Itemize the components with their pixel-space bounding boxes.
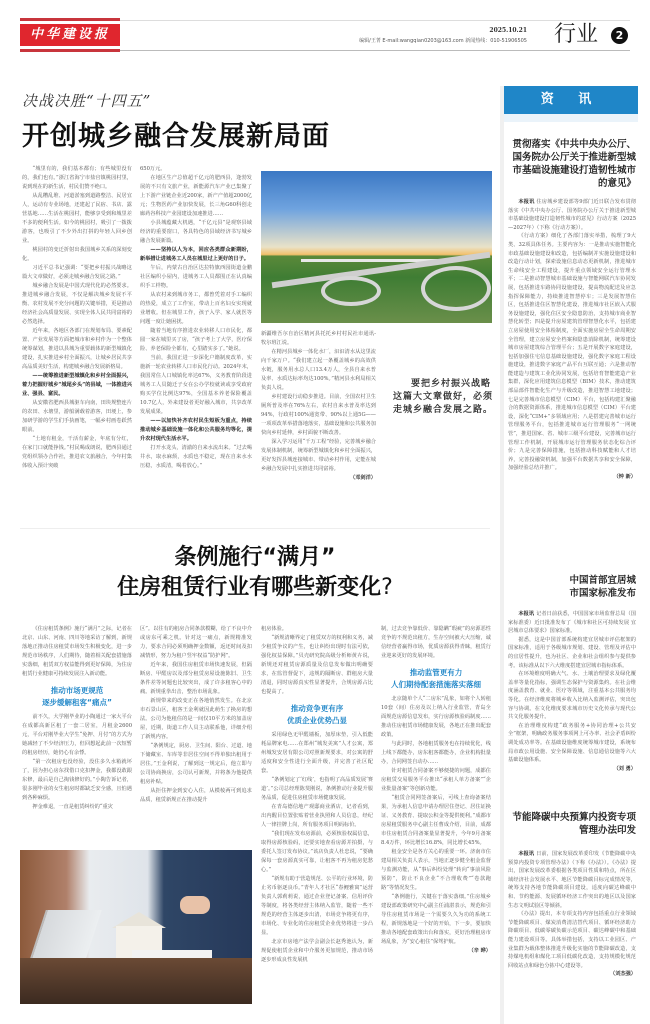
paragraph: “土地有租金，干活有薪金，年底有分红，在家门口就能挣钱。”村民喝成朗说，肥西县通过党组织领办合作社，推进农文旅融合，今年村集体收入预计突破 <box>22 436 132 469</box>
article2-headline-line1: 条例施行“满月” <box>174 545 336 570</box>
paragraph: 在精河县城乡一体化水厂，汩汩清水从这里流向千家万户。“我们建立起一条覆盖城乡的高效供水链，服务用水总人口13.4万人，全县自来水普及率、水质达标率均达100%。”精河县水利局相关负责人说。 <box>261 349 376 391</box>
paragraph: “条例规定，厨房、卫生间、阳台、过道、地下储藏室、车库等非居住空间不得单独出租用于居住。”王金利说，了解到这一规定后，他立即与公司协商换房，公司认可新规，并将条为他提供租房补贴。 <box>140 743 252 785</box>
news-byline: （钟 新） <box>613 474 636 480</box>
paragraph: 乡村建设行动稳步推进。目前，全国农村卫生厕所普及率在76%左右，农村自来水普及率达到94%，行政村100%通宽带、90%以上通5G——一项项改革举措落地落实，基础设施和公共服务加快向乡村延伸，乡村面貌不断改善。 <box>261 394 376 436</box>
paragraph: 午后，内蒙古自治区达拉特旗西园街道金鹏社区编织小屋内，进城务工人员都围正在认真编织手工样物。 <box>140 265 252 289</box>
section-title: 行业 <box>553 22 598 47</box>
paragraph: “城里有的，我们基本都有；有些城里没有的，我们也有。”浙江省海宁市盐官镇桃园村里，说到现在的新生活，村民们赞不绝口。 <box>22 166 132 190</box>
paragraph: 在地区生产总值超千亿元的肥西县，逢勃发展的不只有文旅产业，新能源汽车产业已集聚了上下游产业链企业近200家，新产产值超2000亿元；生物医药产业加快发展，长三角G60科创走廊药谷科技产业园建设加速推进…… <box>140 175 252 217</box>
news-paragraph: 在治理维度构建“政务服务+协同治理+公共安全”框架，明确政务服务事项网上可办率、社会矛盾纠纷调处成功率等。在基础设施维度统筹城市建设，系统布局市政公用设施、安全保障设施、信息通信设施等六大基础设施体系。 <box>508 722 636 764</box>
article2-column-2 <box>140 625 252 845</box>
news-paragraph-text: 住房城乡建设部等9部门近日联合发布贯彻落实《中共中央办公厅、国务院办公厅关于推进新型城市基础设施建设打造韧性城市的意见》行动方案（2025—2027年）（下称《行动方案》）。 <box>508 199 636 231</box>
article1-column-1 <box>22 165 132 523</box>
news-byline: （刘 勇） <box>613 765 636 772</box>
news-paragraph <box>508 198 636 232</box>
article2-headline-line2 <box>20 573 490 603</box>
editor-contact: 编辑/王菁 E-mail:wangqian0203@163.com 新闻热线：010-51906505 <box>359 38 527 44</box>
news-paragraph-text: 记者日前获悉，中国国家市场监督总局（国家标准委）近日批准发布了《城市和社区可持续发展 宜居城市总体要求》国家标准。 <box>508 611 636 635</box>
author-byline: （辛 晔） <box>468 948 491 954</box>
news-dateline: 本报讯 <box>518 851 537 857</box>
section-lead-paragraph: ——以加快补齐农村民生短板为重点，持续推动城乡基础设施一体化和公共服务均等化，提升农村现代生活水平。 <box>140 418 252 442</box>
continued-paragraph: 650万元。 <box>140 166 166 172</box>
paragraph: 从农村来到城市务工，都曾凭着对手工编织的热爱，成立了工作室，带动上百名妇女实现就业增收。但在城里工作，孩子入学、家人就医等问题一度让她困扰。 <box>140 292 252 325</box>
page-number-badge: 2 <box>611 27 628 44</box>
caption-text: 新疆维吾尔自治区精河县托托乡村村民社市通讯-牧尔班江说。 <box>261 331 376 346</box>
article2-column-1 <box>22 625 132 845</box>
paragraph: 小县城蕴藏大机遇，“千亿元县”是观察县域经济的重要窗口，各具特色的县域经济书写城乡融合发展新篇。 <box>140 220 252 244</box>
masthead-rule-bottom <box>120 50 630 51</box>
paragraph: “条例施行，关键在于落实落细。”住房城乡建设部政策研究中心副主任浦湛表示，规范和引导住房租赁市场是一个需要久久为功的系统工程，新规落地是一个好的开始，下一步，要加快推动各地配套政策出台和落实，更好治理租房市场乱象，为“安心租住”保驾护航。 <box>381 894 491 945</box>
article1-column-3 <box>261 348 376 523</box>
subheading: 推动监管更有力 人们期待配套措施落实落细 <box>391 668 481 689</box>
paragraph: 近年来，我国住房租赁市场快速发展，但隔断房、甲醛房以及部分租赁房屋设施陈旧、卫生条件差等问题也比较突出，成了许多租客心中的痛。新规重拳出击，整治市场乱象。 <box>140 662 252 695</box>
paragraph: 租金安全是各方关心的重要一环。济南市住建局相关负责人表示，当地正逐步健全租金监督与监测功能，从“事后纠纷处理”转向“事前风险预防”，防止不良企业“不合理收费”“卷款跑路”等情况发生。 <box>381 849 491 891</box>
news-title-3: 节能降碳中央预算内投资专项管理办法印发 <box>512 812 636 836</box>
masthead <box>20 18 630 52</box>
paragraph: 针对租赁合同备案不够便捷的问题，成都住房租赁交易服务平台推出“承租人单方备案”“企业批量备案”等创新功能。 <box>381 768 491 792</box>
news-title-2: 中国首部宜居城市国家标准发布 <box>569 575 636 599</box>
continued-paragraph: 区”。以往有的租房合同条款模糊，给了不良中介或房东可乘之机。针对这一痛点，新规精准发力，要求合同必须明确押金数额，返还时间及扣减情形，努力为租户竖牢权益“防护网”。 <box>140 626 252 659</box>
logo-text: 中华建设报 <box>20 24 120 46</box>
paragraph: 从安徽省肥西县城驱车向南，田块规整连片的农田、水塘里，游船满载着游客，田埂上，参加研学游的学生们手执画笔，一幅乡村画卷跃然眼前。 <box>22 400 132 433</box>
paragraph: 近年来，各地区各部门在规划布局、要素配置、产业发展等方面把城市和乡村作为一个整体统筹谋划，推进以县城为重要载体的新型城镇化建设，扎实推进乡村全面振兴，让城乡居民共享高品质美好生活，构建城乡融合发展新格局。 <box>22 328 132 370</box>
news-byline: （刘杰强） <box>610 971 636 978</box>
paragraph: “第一次租房也没经验，没住多久水箱就坏了，因为担心房东找借口克扣押金，我都没敢跟东修，最后是自己掏钱修好的。”小陶告诉记者，很多刚毕业的女生租房时都缺乏安全感，且怕遇到各种麻烦。 <box>22 759 132 801</box>
news-dateline: 本报讯 <box>518 199 537 205</box>
section-divider <box>20 528 490 529</box>
paragraph: 当前，我国正进一步深化户籍制度改革，实施新一轮农业转移人口市民化行动。2024年末，我国常住人口城镇化率达67%，义务教育阶段进城务工人员随迁子女在公办学校就读或享受政府购买学位比例达97%，全国基本养老保险覆盖10.7亿人，外来建设者更好融入城市，共享改革发展成果。 <box>140 355 252 415</box>
paragraph: 《住房租赁条例》施行“满月”之际，记者在北京、山东、河南、四川等地采访了解到，新规落地正推动住房租赁市场发生积极变化，进一步规范市场秩序，人们期待，随着相关配套措施落实落细，租赁双方权益能得到更好保障，为住房租赁行业健康可持续发展注入新动能。 <box>22 626 132 677</box>
paragraph: 习近平总书记强调：“要把乡村振兴战略这篇大文章做好，必须走城乡融合发展之路。” <box>22 265 132 280</box>
pull-quote: 要把乡村振兴战略这篇大文章做好，必须走城乡融合发展之路。 <box>393 379 494 415</box>
paragraph: 城乡融合发展是中国式现代化的必然要求。推进城乡融合发展，不仅是解决城乡发展不平衡、农村发展不充分问题的关键举措，更是推动经济社会高质量发展、实现全体人民共同富裕的必然选择。 <box>22 283 132 325</box>
article1-kicker: 决战决胜“十四五” <box>22 92 152 110</box>
sidebar-banner: 资 讯 <box>504 86 638 114</box>
section-lead-paragraph: ——统筹推进新型城镇化和乡村全面振兴，着力把握好城乡“城尾乡头”的县域，一体推进兴业、强县、富民。 <box>22 373 132 397</box>
paragraph: 北京市房地产法学会副会长赵秀池认为，新规促使租赁企业和中介服务更加规范，推动市场逐步形成良性发展机 <box>261 939 373 963</box>
photo-laptop <box>30 910 102 958</box>
continued-paragraph: 租房体验。 <box>261 626 287 632</box>
section-lead-paragraph: ——坚持以人为本，回应各类群众新期盼，新举措让进城务工人员在城里过上更好的日子。 <box>140 247 252 262</box>
photo-table <box>20 958 252 1004</box>
paragraph: 从拒住押金到安心入住，从模棱两可到追求品质，租赁新规正在推动提升 <box>140 788 252 803</box>
news-dateline: 本报讯 <box>518 611 537 617</box>
article2-column-4 <box>381 625 491 1017</box>
paragraph: “条例划定了‘红线’，也指明了高品质发展‘赛道’。”公司总经理陈斐刚说，条例推动行业提升服务品质，促进住房租赁市场健康发展。 <box>261 777 373 801</box>
paragraph: 深入学习运用“千万工程”经验，完善城乡融合发展体制机制，统筹新型城镇化和乡村全面振兴，更好发挥县城连接城市、带动乡村作用，定能在城乡融合发展中扎实推进共同富裕。 <box>261 439 376 472</box>
paragraph: 北京随单个人“二房东”乱象，如将个人转租10套（间）住房及以上纳入行业监管，青岛全面规范房源信息发布，实行房源核验码制度……推动住房租赁市场健康发展，各地正在推出配套政策。 <box>381 696 491 738</box>
article2-headline <box>20 543 490 603</box>
news-paragraph-text: 日前，国家发展改革委印发《节能降碳中央预算内投资专项管理办法》（下称《办法》）。《办法》提出，国家发展改革委根据各类项目性质和特点，所在区域经济社会发展水平、地区节能降碳目标完成情况等，统筹支持各地节能降碳项目建设，适度向碳达峰碳中和、节约能源、发展循环经济工作突出的地区以及国家生态文明试验区等倾斜。 <box>508 851 636 909</box>
paragraph: “我们现在发布房源前，必须核验权属信息，取得房源核验码，还要实地查看房源并拍摄，与委托人签订发布协议。”该店负责人杜忠说，“要确保每一套房源真实可靠，让租客不再为租房犯愁心。” <box>261 831 373 873</box>
paragraph: “新规有助于营造规范、公平的行业环境，防止劣币驱逐良币。”青年人才社区“春鲤雅寓”运营负责人郭莉莉说，通过企业登记备案、信用评价等制度，将各类经营主体纳入监管，随着一些不规范的经营主体逐步出清，市场竞争将更有序，市场化、专业化的住房租赁企业优势将进一步凸显。 <box>261 876 373 936</box>
paragraph: “租赁合同网签备案后，可线上查询备案结果，为承租人信息申请办理居住登记、居住证换证、义务教育、提取公积金等提供便利。”成都市房屋租赁服务中心副主任曹成介绍，目前，成都市住房租赁合同备案量显著提升，今年9月备案8.4万件，环比增长16.8%，同比增长45%。 <box>381 795 491 846</box>
news-body-3 <box>508 850 636 1015</box>
headline-line2-text: 住房租赁行业有哪些新变化 <box>117 575 382 600</box>
paragraph: 新规带来的改变正在各地悄然发生。在北京市石景山区，租客王金利就因此萌生了换房的想法。公司为他租住的是一间仅10平方米的加盖房屋，近期，街道工作人员主动联系他，详细介绍了新规内容。 <box>140 698 252 740</box>
photo-caption <box>261 330 376 348</box>
paragraph: 桃园村的变迁折射出我国城乡关系的深刻变化。 <box>22 247 132 262</box>
continued-paragraph: 制，过去竞争靠低价、靠隐瞒“瑕疵”的房源恶性竞争的不规范出租方，生存空间被大大压缩，诚信经营者赢得市场，优质房源获得青睐，租赁行业迎来更好的发展环境。 <box>381 626 491 659</box>
news-paragraph: 《办法》提出，本专项支持内容包括重点行业领域节能降碳项目、煤炭消费清洁替代项目、循环经济助力降碳项目、低碳零碳负碳示范项目、碳达峰碳中和基础能力建设项目等。具体举措包括，支持以工业园区、产业集群为载体整体推进升级化实施的节能降碳改造，支持煤电机组和煤化工项目低碳化改造，支持规模化规范回收站点和绿色分拣中心建设等。 <box>508 911 636 969</box>
article1-headline: 开创城乡融合发展新局面 <box>22 121 330 152</box>
paragraph: “新规清晰界定了租赁双方的权利和义务，减少租赁争议的产生，也让纠纷出现时有法可依，强化权益保障。”贝壳研究院高级分析师黄卉说，新规还对租赁房源质量及信息发布做出明确要求，在监管督促下，违规的隔断房、群租房大量清退，同时房源真实性显著提升，合规房源占比也提高了。 <box>261 635 373 695</box>
paragraph: 从乱糟乱堆、河道淤塞到道路整洁、民居宜人，运动有专业场地，还建起了民宿、书店、露营基地……生活在桃园村，能够享受到和城里差不多的便利生活。如今的桃园村，吸引了一拨拨游客，也吸引了不少外出打拼的年轻人回乡创业。 <box>22 193 132 244</box>
photo-hand-keys <box>180 896 210 914</box>
paragraph: 在青岛德信地产观邸商业酒店，记者看到，出内醒目位置张贴着营业执照和人员信息，经纪人一律挂牌上岗，所有服务项目明码标价。 <box>261 804 373 828</box>
news-sidebar <box>500 86 650 1024</box>
house-key-handover-photo <box>20 850 252 1004</box>
masthead-rule-top <box>120 20 630 21</box>
news-paragraph: 在环境维度明确大气、水、土壤治理要求及绿化覆盖率等量化指标，强调生态保护与资源集约。在社会维度涵盖教育、就业、医疗等领域，注重基本公共服务均等化。在经济维度将城乡收入比纳入监测评估，突出包容与协调。在文化维度要求城市历史文化传承与现代公共文化服务提升。 <box>508 671 636 721</box>
paragraph: 押金难退，一直是租赁纠纷的“重灾 <box>32 804 113 810</box>
news-body-2 <box>508 610 636 796</box>
news-paragraph: 《行动方案》细化了各部门落实举措，梳理了9大类、32项具体任务。主要内容为：一是推动实施智能化市政基础设施建设和改造，包括编制并实施设施建设和改造行动计划，探索设施信息动态更新机制，推进城市生命线安全工程建设，提升重点领域安全运行管理水平；二是推动智慧城市基础设施与智能网联汽车协同发展，包括推进车路协同设施建设，提高物流配送及应急指挥保障能力，持续推进智慧停车；三是发展智慧住区，包括推进住区智慧化建设，推进城市社区嵌入式服务设施建设，强化住区安全隐患防治，支持城市商业智慧化转型；四是提升房屋建筑管理智慧化水平，包括建立房屋使用安全体检制度，全面实施房屋全生命周期安全管理，建立房屋安全档案和隐患消除机制，统筹建设城市房屋建筑综合管理平台；五是开展数字家庭建设，包括加强住宅信息基础设施建设，强化数字家庭工程设施建设，推进数字家庭产品平台互联互通；六是推动智能建造与建筑工业化协同发展，包括培育智能建造产业集群，深化应用建筑信息模型（BIM）技术，推动建筑部品部件智能化生产与升级改造，推进智慧工地建设；七是完善城市信息模型（CIM）平台，包括构建汇聚融合的数据资源体系，推进城市信息模型（CIM）平台建设，深化“CIM+”多领域应用；八是搭建完善城市运行管理服务平台，包括推进城市运行管理服务“一网统管”，推进国家、省、城市三级平台建设，完善城市运行管理工作机制，开展城市运行管理服务状态化综合评价；九是完善保障措施，包括推动科技赋能和人才培养，完善投融资机制，加强平台数据共享和安全保障，加强经验总结并推广。 <box>508 233 636 472</box>
logo-bar-bottom <box>20 49 120 52</box>
author-byline: （邓剑洋） <box>350 475 376 481</box>
paragraph: 随着当地有序推进农业转移人口市民化，都圆一家在城里买了房，“孩子考上了大学，医疗保险、养老保险全都有，心里踏实多了。”她说。 <box>140 328 252 352</box>
newspaper-logo <box>20 18 120 52</box>
paragraph: 打开水龙头，清澈的自来水流出来。“过去喝井水，取水麻烦，水质也不稳定，现在自来水水压稳，水质清，喝着放心。” <box>140 445 252 469</box>
article2-column-3 <box>261 625 373 1017</box>
subheading: 推动竞争更有序 优质企业优势凸显 <box>287 704 347 725</box>
photo-ramp <box>321 276 381 306</box>
paragraph: 前不久，大学刚毕业的小陶通过一家大平台在成都高新区租了一套二居室，月租金2600元，平台对刚毕业大学生“免押、月付”的方式为她减轻了不少经济压力，但回想起此前一次短暂的租房经历，她仍心有余悸。 <box>22 714 132 756</box>
logo-bar-top <box>20 18 120 21</box>
news-body-1 <box>508 198 636 558</box>
paragraph: 与此同时，各地租赁服务也在持续优化，线上线下都能办，房东租客都能办，企业机构批量办，合同网签自动办…… <box>381 741 491 765</box>
article1-column-2 <box>140 165 252 523</box>
sidebar-banner-strip <box>504 114 638 122</box>
photo-ramp <box>421 266 491 311</box>
subheading: 推动市场更规范 逐步缓解租客“痛点” <box>42 686 112 707</box>
news-paragraph <box>508 850 636 910</box>
issue-date: 2025.10.21 <box>489 27 527 34</box>
highway-interchange-photo <box>261 171 492 323</box>
question-mark: ? <box>381 575 393 600</box>
paragraph: 采用绿色无甲醛墙板，加厚床垫，引入低能耗品牌家电……在郑州“城发美寓”人才公寓，郑州城发安居有限公司对照新规要求，对公寓的舒适度和安全性进行全面升级，并完善了社区配套。 <box>261 732 373 774</box>
news-title-1: 贯彻落实《中共中央办公厅、国务院办公厅关于推进新型城市基础设施建设打造韧性城市的意见》 <box>512 139 636 189</box>
news-paragraph: 据悉，这是中国首部系统构建宜居城市评估框架的国家标准，适用于各级城市规划、建设、管理及评估中的宜居性提升，也为社区、企业和社会组织参与提供参考。该标准从以下六大维度搭建宜居城市指标体系。 <box>508 636 636 669</box>
news-paragraph <box>508 610 636 636</box>
